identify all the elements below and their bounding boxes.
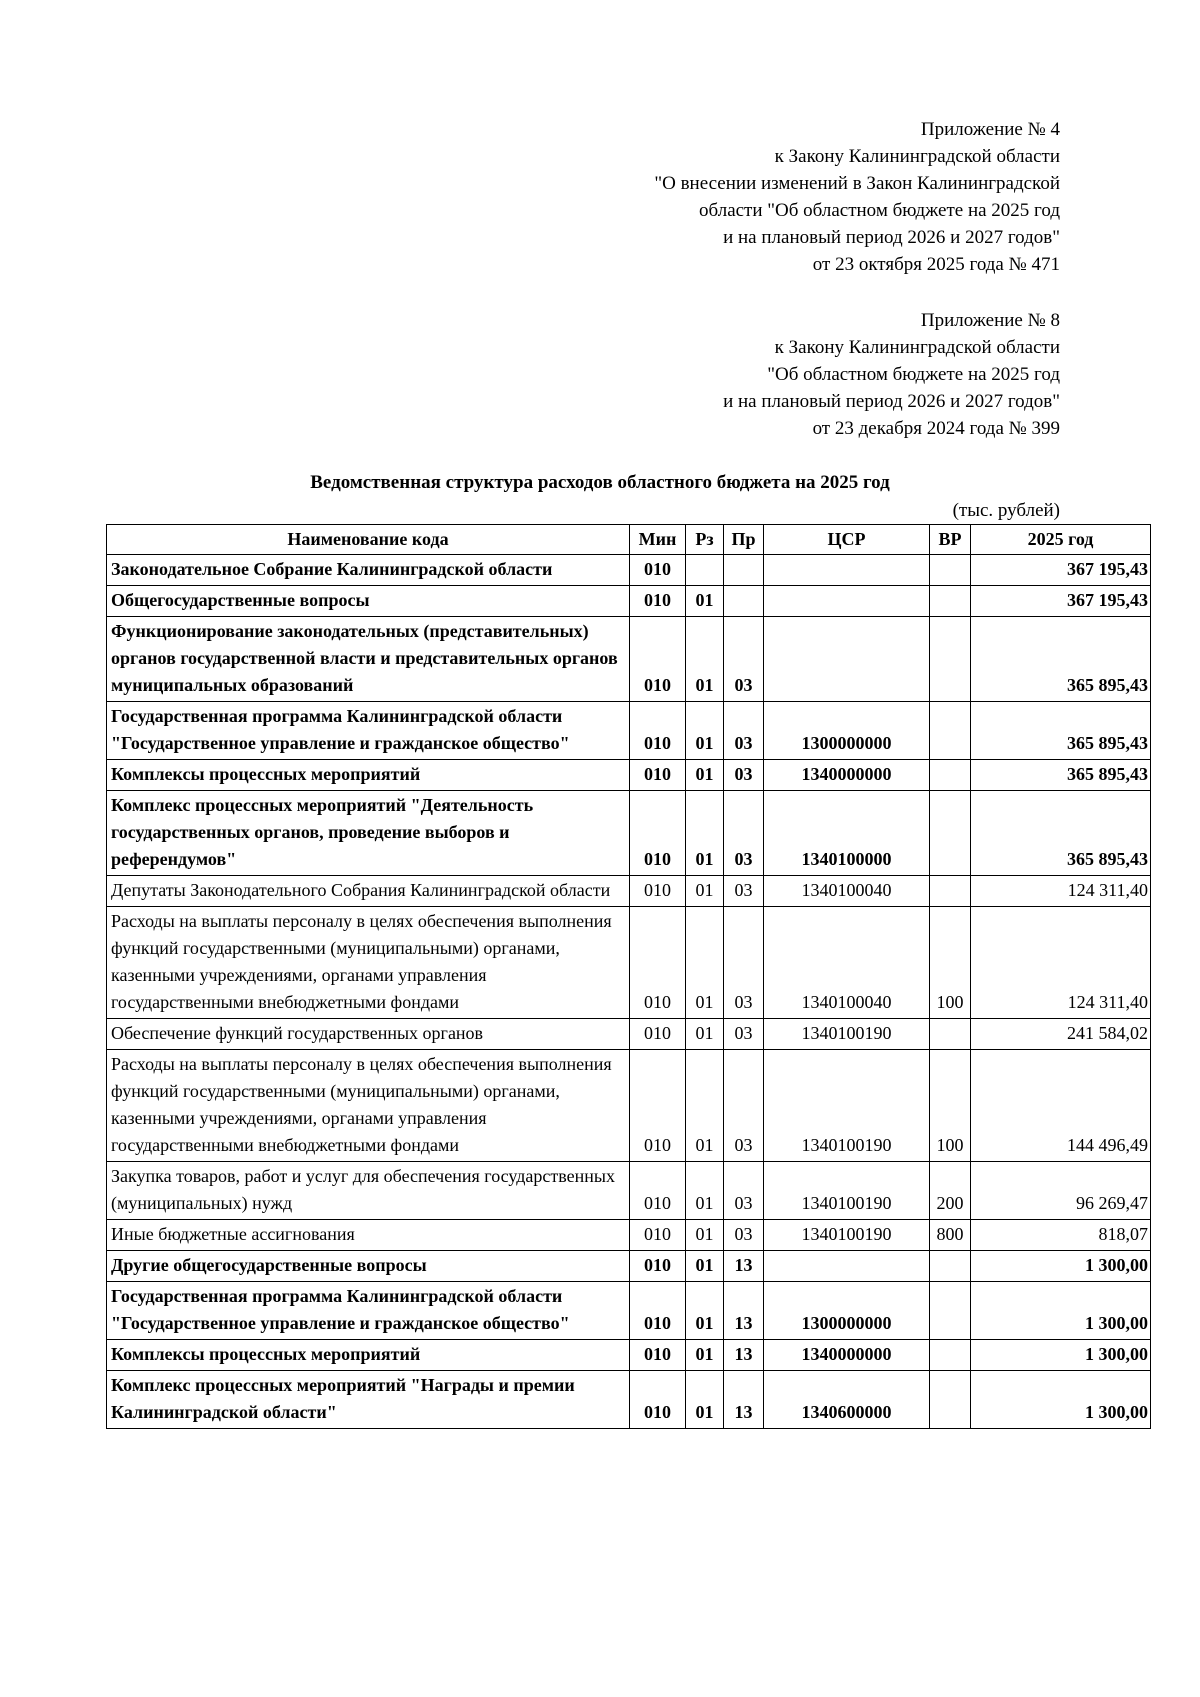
- row-pr: 13: [724, 1371, 764, 1429]
- row-rz: 01: [686, 791, 724, 876]
- table-row: [107, 907, 1151, 1019]
- table-row: [107, 1340, 1151, 1371]
- row-vr: 100: [930, 1050, 971, 1162]
- row-csr: 1340100190: [764, 1162, 930, 1220]
- table-row: [107, 876, 1151, 907]
- row-min: 010: [630, 1282, 686, 1340]
- table-body: [107, 555, 1151, 1429]
- row-pr: 03: [724, 1019, 764, 1050]
- row-csr: 1340100040: [764, 876, 930, 907]
- row-vr: [930, 791, 971, 876]
- row-amount: 124 311,40: [971, 876, 1151, 907]
- row-rz: 01: [686, 760, 724, 791]
- header-line: "О внесении изменений в Закон Калининградской: [654, 173, 1060, 194]
- row-csr: 1340100190: [764, 1019, 930, 1050]
- row-rz: 01: [686, 1162, 724, 1220]
- col-header-rz: Рз: [686, 525, 724, 555]
- header-line: к Закону Калининградской области: [774, 337, 1060, 358]
- row-name: Комплекс процессных мероприятий "Награды и премии Калининградской области": [107, 1371, 630, 1429]
- budget-table: [106, 524, 1151, 1429]
- row-min: 010: [630, 586, 686, 617]
- row-min: 010: [630, 791, 686, 876]
- row-min: 010: [630, 1251, 686, 1282]
- row-rz: 01: [686, 876, 724, 907]
- table-row: [107, 1162, 1151, 1220]
- row-rz: 01: [686, 907, 724, 1019]
- row-min: 010: [630, 555, 686, 586]
- row-pr: 03: [724, 907, 764, 1019]
- row-pr: 03: [724, 702, 764, 760]
- table-row: [107, 702, 1151, 760]
- row-min: 010: [630, 907, 686, 1019]
- row-min: 010: [630, 1371, 686, 1429]
- row-min: 010: [630, 1340, 686, 1371]
- row-min: 010: [630, 1019, 686, 1050]
- row-amount: 367 195,43: [971, 586, 1151, 617]
- row-vr: [930, 702, 971, 760]
- row-name: Комплексы процессных мероприятий: [107, 1340, 630, 1371]
- row-rz: 01: [686, 617, 724, 702]
- row-rz: 01: [686, 702, 724, 760]
- row-name: Законодательное Собрание Калининградской области: [107, 555, 630, 586]
- row-name: Комплексы процессных мероприятий: [107, 760, 630, 791]
- row-vr: [930, 876, 971, 907]
- table-row: [107, 617, 1151, 702]
- table-row: [107, 1251, 1151, 1282]
- row-csr: 1340100190: [764, 1220, 930, 1251]
- row-rz: 01: [686, 1019, 724, 1050]
- row-pr: 13: [724, 1251, 764, 1282]
- units-label: (тыс. рублей): [952, 500, 1060, 521]
- row-rz: 01: [686, 1282, 724, 1340]
- row-amount: 818,07: [971, 1220, 1151, 1251]
- row-name: Депутаты Законодательного Собрания Калининградской области: [107, 876, 630, 907]
- row-csr: [764, 617, 930, 702]
- row-name: Закупка товаров, работ и услуг для обеспечения государственных (муниципальных) нужд: [107, 1162, 630, 1220]
- row-vr: [930, 555, 971, 586]
- row-pr: [724, 586, 764, 617]
- col-header-vr: ВР: [930, 525, 971, 555]
- row-csr: 1300000000: [764, 702, 930, 760]
- row-vr: [930, 760, 971, 791]
- row-csr: [764, 586, 930, 617]
- header-line: Приложение № 8: [920, 310, 1060, 331]
- row-vr: 800: [930, 1220, 971, 1251]
- row-name: Функционирование законодательных (представительных) органов государственной власти и представительных органов муниципальных образований: [107, 617, 630, 702]
- row-rz: [686, 555, 724, 586]
- row-name: Обеспечение функций государственных органов: [107, 1019, 630, 1050]
- row-min: 010: [630, 617, 686, 702]
- header-line: и на плановый период 2026 и 2027 годов": [723, 227, 1060, 248]
- row-amount: 144 496,49: [971, 1050, 1151, 1162]
- appendix-8-header: [723, 307, 1060, 442]
- document-title: Ведомственная структура расходов областного бюджета на 2025 год: [310, 472, 890, 493]
- row-vr: 100: [930, 907, 971, 1019]
- row-csr: 1340600000: [764, 1371, 930, 1429]
- row-name: Государственная программа Калининградской области "Государственное управление и гражданское общество": [107, 702, 630, 760]
- row-vr: [930, 617, 971, 702]
- row-rz: 01: [686, 1371, 724, 1429]
- row-vr: [930, 1371, 971, 1429]
- row-pr: 03: [724, 1050, 764, 1162]
- row-name: Иные бюджетные ассигнования: [107, 1220, 630, 1251]
- row-amount: 241 584,02: [971, 1019, 1151, 1050]
- row-rz: 01: [686, 1050, 724, 1162]
- row-csr: 1300000000: [764, 1282, 930, 1340]
- col-header-year: 2025 год: [971, 525, 1151, 555]
- row-rz: 01: [686, 1340, 724, 1371]
- row-csr: 1340100040: [764, 907, 930, 1019]
- table-row: [107, 791, 1151, 876]
- row-min: 010: [630, 760, 686, 791]
- row-rz: 01: [686, 1251, 724, 1282]
- row-name: Комплекс процессных мероприятий "Деятельность государственных органов, проведение выборов и референдумов": [107, 791, 630, 876]
- header-line: от 23 декабря 2024 года № 399: [812, 418, 1060, 439]
- row-pr: 03: [724, 760, 764, 791]
- col-header-pr: Пр: [724, 525, 764, 555]
- row-amount: 365 895,43: [971, 791, 1151, 876]
- row-vr: [930, 1282, 971, 1340]
- row-min: 010: [630, 1162, 686, 1220]
- row-amount: 1 300,00: [971, 1371, 1151, 1429]
- table-header-row: [107, 525, 1151, 555]
- row-amount: 1 300,00: [971, 1282, 1151, 1340]
- row-min: 010: [630, 1220, 686, 1251]
- table-row: [107, 1220, 1151, 1251]
- row-amount: 96 269,47: [971, 1162, 1151, 1220]
- row-min: 010: [630, 702, 686, 760]
- row-csr: 1340000000: [764, 1340, 930, 1371]
- row-csr: [764, 555, 930, 586]
- header-line: Приложение № 4: [920, 119, 1060, 140]
- row-amount: 1 300,00: [971, 1340, 1151, 1371]
- row-pr: 03: [724, 876, 764, 907]
- row-csr: 1340100000: [764, 791, 930, 876]
- header-line: к Закону Калининградской области: [774, 146, 1060, 167]
- row-name: Расходы на выплаты персоналу в целях обеспечения выполнения функций государственными (муниципальными) органами, казенными учреждениями, органами управления государственными внебюджетными фондами: [107, 1050, 630, 1162]
- row-amount: 1 300,00: [971, 1251, 1151, 1282]
- row-amount: 365 895,43: [971, 617, 1151, 702]
- col-header-csr: ЦСР: [764, 525, 930, 555]
- row-pr: 03: [724, 617, 764, 702]
- header-line: и на плановый период 2026 и 2027 годов": [723, 391, 1060, 412]
- row-min: 010: [630, 1050, 686, 1162]
- row-pr: 03: [724, 1162, 764, 1220]
- row-pr: [724, 555, 764, 586]
- header-line: от 23 октября 2025 года № 471: [812, 254, 1060, 275]
- row-vr: [930, 586, 971, 617]
- row-name: Другие общегосударственные вопросы: [107, 1251, 630, 1282]
- table-row: [107, 760, 1151, 791]
- table-row: [107, 1019, 1151, 1050]
- row-amount: 124 311,40: [971, 907, 1151, 1019]
- row-min: 010: [630, 876, 686, 907]
- row-amount: 367 195,43: [971, 555, 1151, 586]
- col-header-min: Мин: [630, 525, 686, 555]
- row-vr: [930, 1251, 971, 1282]
- header-line: области "Об областном бюджете на 2025 год: [699, 200, 1060, 221]
- row-name: Общегосударственные вопросы: [107, 586, 630, 617]
- header-line: "Об областном бюджете на 2025 год: [767, 364, 1060, 385]
- table-row: [107, 1282, 1151, 1340]
- row-amount: 365 895,43: [971, 760, 1151, 791]
- row-rz: 01: [686, 586, 724, 617]
- table-row: [107, 1371, 1151, 1429]
- table-row: [107, 586, 1151, 617]
- row-rz: 01: [686, 1220, 724, 1251]
- row-name: Расходы на выплаты персоналу в целях обеспечения выполнения функций государственными (муниципальными) органами, казенными учреждениями, органами управления государственными внебюджетными фондами: [107, 907, 630, 1019]
- row-vr: 200: [930, 1162, 971, 1220]
- row-csr: [764, 1251, 930, 1282]
- table-row: [107, 555, 1151, 586]
- row-name: Государственная программа Калининградской области "Государственное управление и гражданское общество": [107, 1282, 630, 1340]
- row-pr: 13: [724, 1282, 764, 1340]
- row-pr: 03: [724, 791, 764, 876]
- row-amount: 365 895,43: [971, 702, 1151, 760]
- col-header-name: Наименование кода: [107, 525, 630, 555]
- row-csr: 1340000000: [764, 760, 930, 791]
- table-row: [107, 1050, 1151, 1162]
- row-csr: 1340100190: [764, 1050, 930, 1162]
- row-vr: [930, 1019, 971, 1050]
- row-pr: 13: [724, 1340, 764, 1371]
- row-pr: 03: [724, 1220, 764, 1251]
- appendix-4-header: [654, 116, 1060, 278]
- row-vr: [930, 1340, 971, 1371]
